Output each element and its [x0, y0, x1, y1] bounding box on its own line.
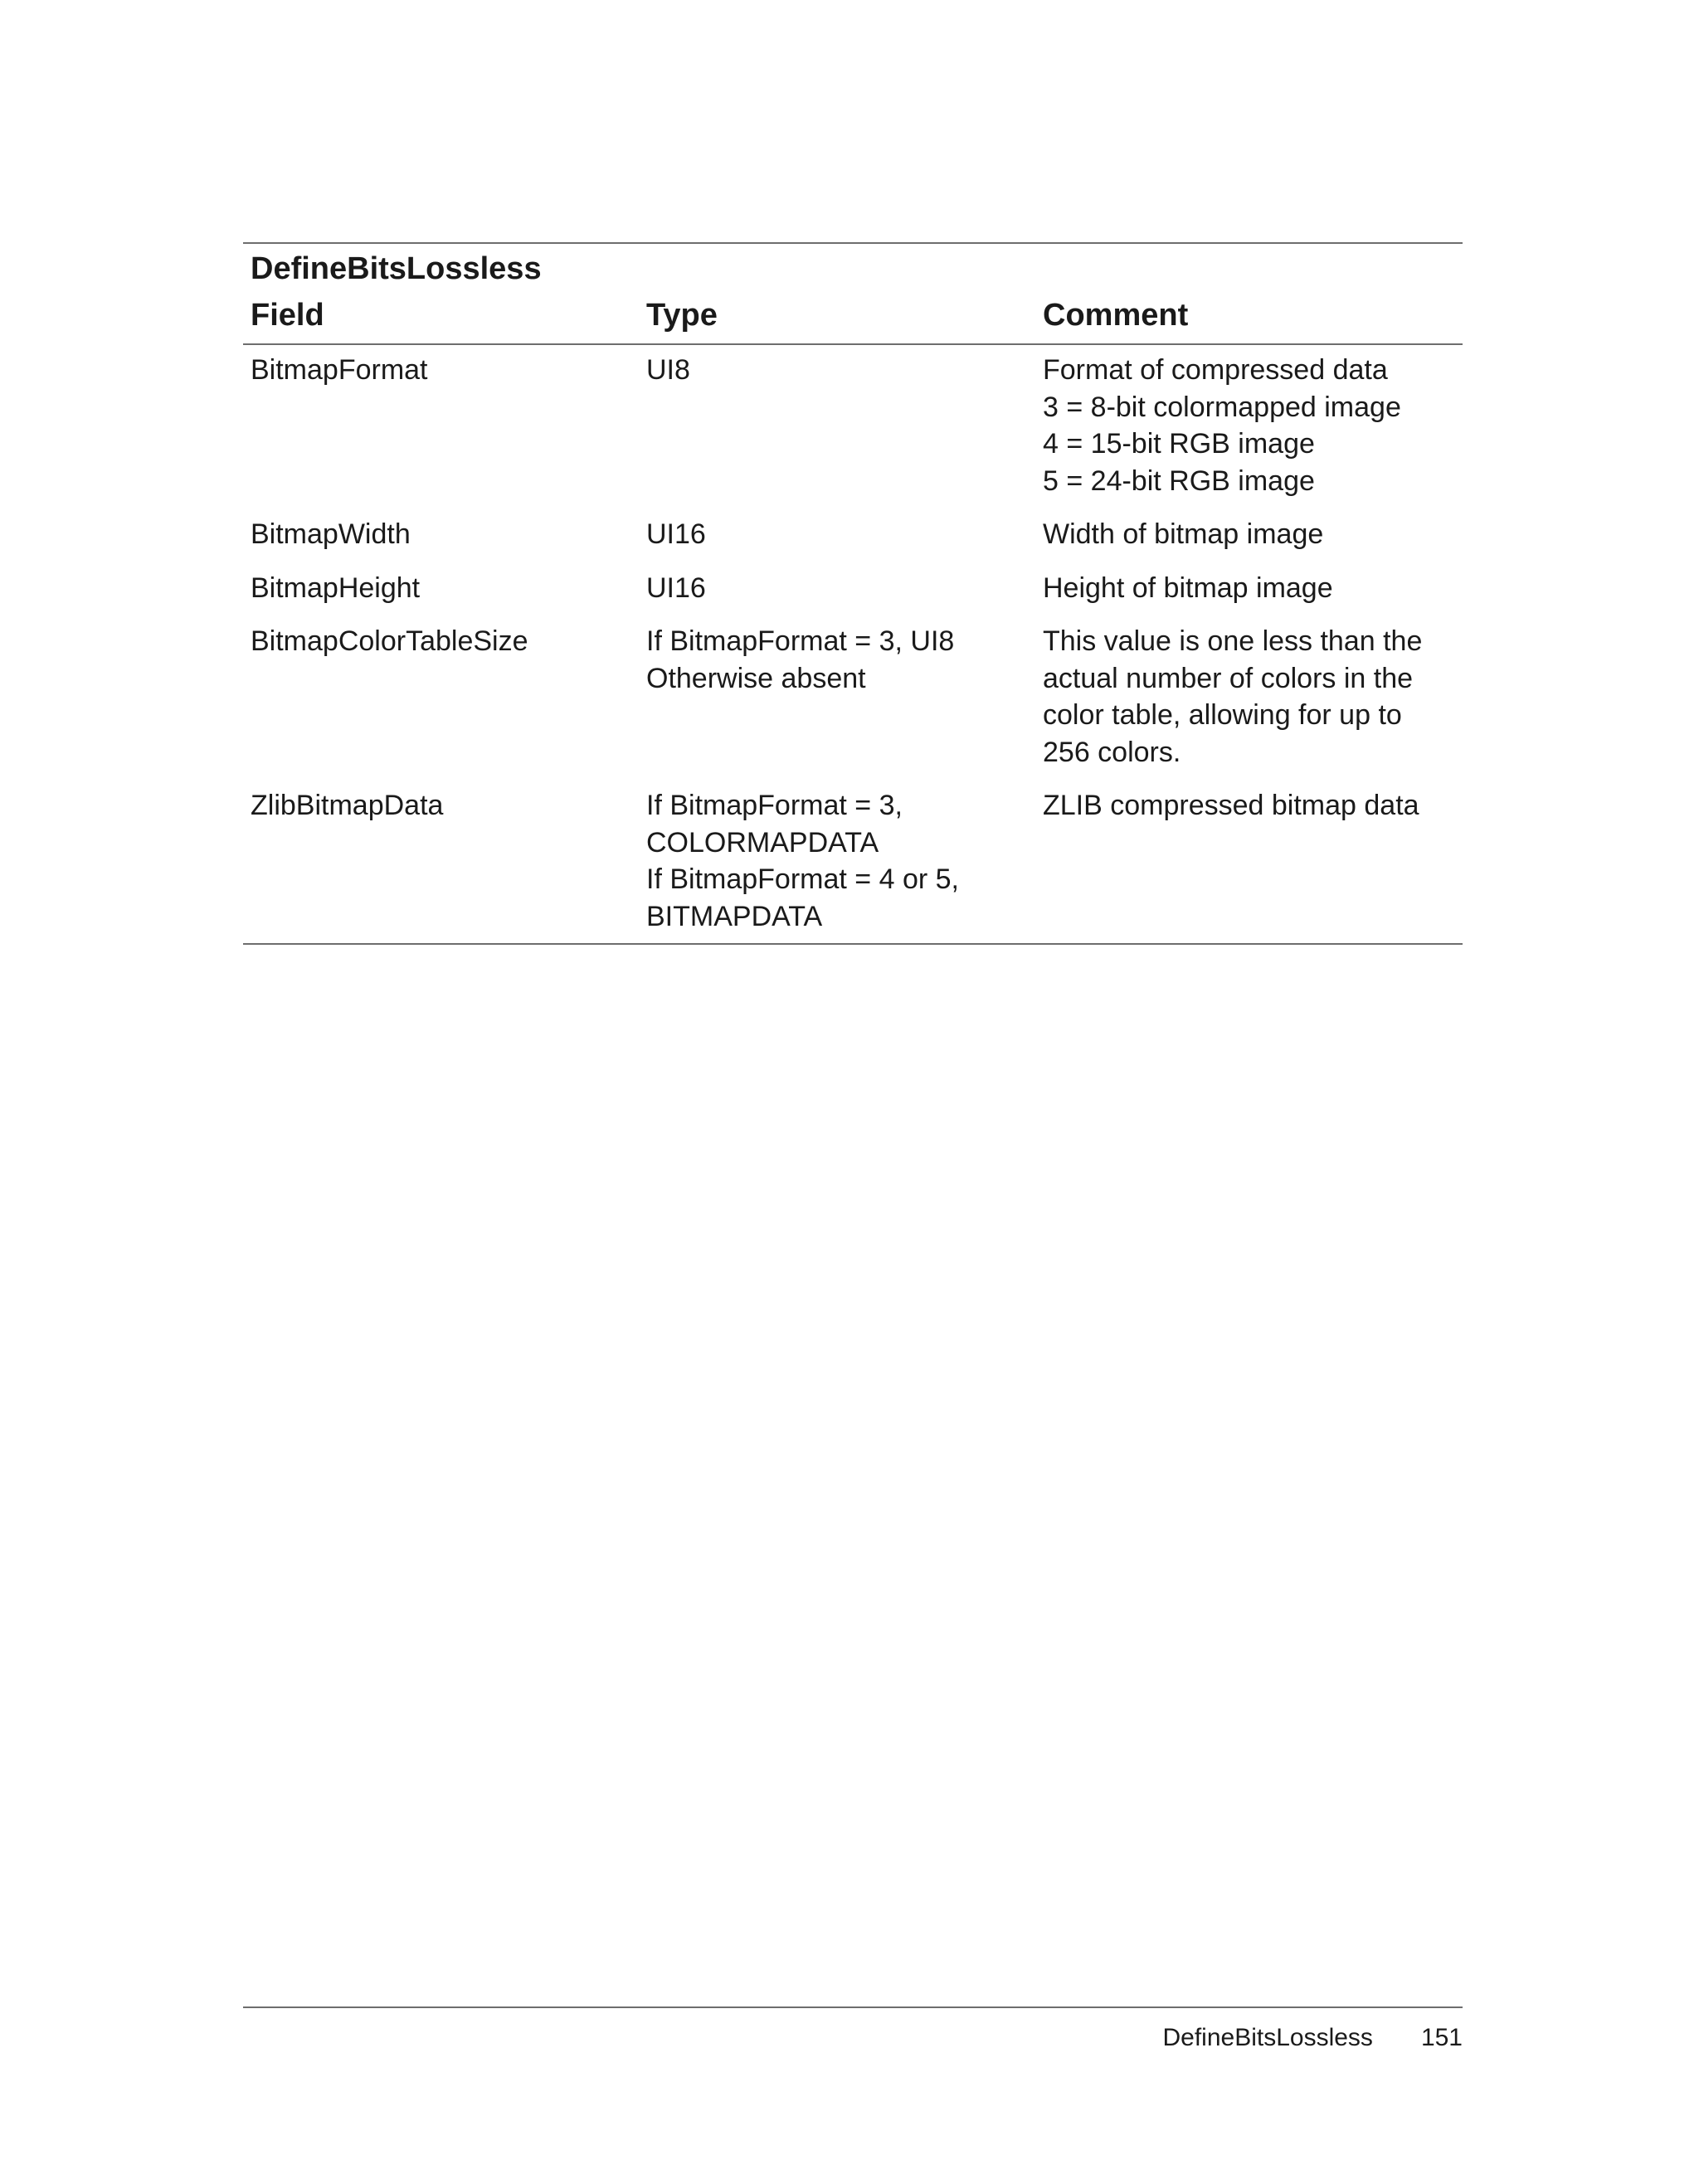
- comment-cell: Width of bitmap image: [1043, 518, 1324, 550]
- table-row: [243, 787, 1463, 935]
- table-row: [243, 516, 1463, 553]
- header-field: Field: [251, 298, 324, 333]
- page-number: 151: [1420, 2024, 1463, 2051]
- header-type: Type: [646, 298, 718, 333]
- field-cell: ZlibBitmapData: [251, 790, 444, 821]
- comment-cell: ZLIB compressed bitmap data: [1043, 790, 1419, 821]
- table-body: [243, 345, 1463, 943]
- page-footer: [243, 2006, 1463, 2051]
- type-cell: If BitmapFormat = 3, COLORMAPDATA If BitmapFormat = 4 or 5, BITMAPDATA: [646, 790, 959, 932]
- comment-cell: This value is one less than the actual number of colors in the color table, allowing for up to 256 colors.: [1043, 625, 1423, 768]
- type-cell: UI8: [646, 354, 690, 386]
- footer-content: [1162, 2023, 1463, 2053]
- table-row: [243, 623, 1463, 771]
- comment-cell: Height of bitmap image: [1043, 572, 1333, 604]
- table-row: [243, 570, 1463, 607]
- spec-table: [243, 242, 1463, 945]
- type-cell: UI16: [646, 572, 706, 604]
- comment-cell: Format of compressed data 3 = 8-bit colormapped image 4 = 15-bit RGB image 5 = 24-bit RGB image: [1043, 354, 1401, 497]
- type-cell: UI16: [646, 518, 706, 550]
- type-cell: If BitmapFormat = 3, UI8 Otherwise absent: [646, 625, 955, 694]
- column-headers: [243, 289, 1463, 345]
- table-title: DefineBitsLossless: [251, 251, 542, 286]
- field-cell: BitmapFormat: [251, 354, 428, 386]
- field-cell: BitmapWidth: [251, 518, 411, 550]
- field-cell: BitmapHeight: [251, 572, 421, 604]
- header-comment: Comment: [1043, 298, 1189, 333]
- table-row: [243, 352, 1463, 499]
- footer-section-title: DefineBitsLossless: [1162, 2024, 1373, 2051]
- field-cell: BitmapColorTableSize: [251, 625, 528, 657]
